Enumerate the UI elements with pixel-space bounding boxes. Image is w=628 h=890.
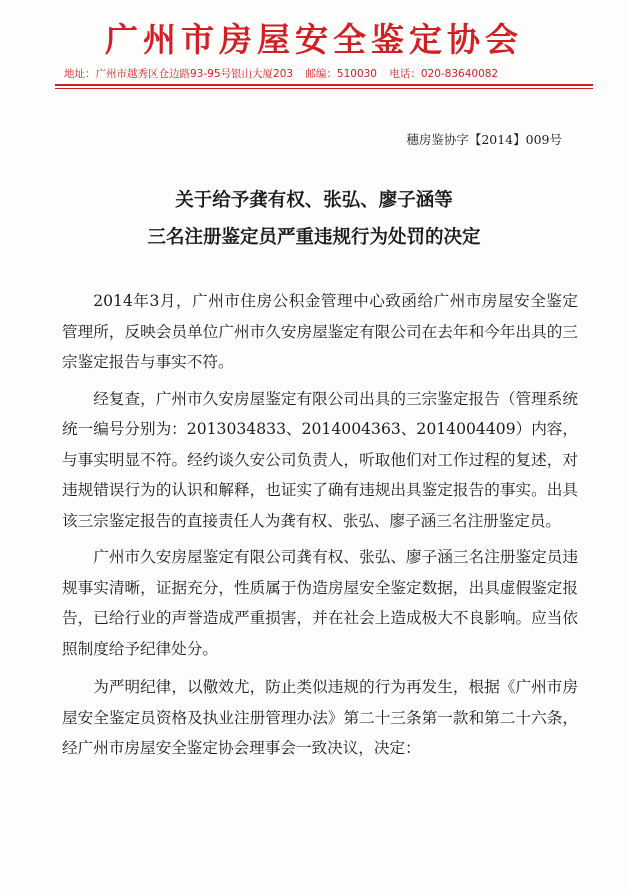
body-paragraph-4: 为严明纪律，以儆效尤，防止类似违规的行为再发生，根据《广州市房屋安全鉴定员资格及执业注册管理办法》第二十三条第一款和第二十六条，经广州市房屋安全鉴定协会理事会一致决议，决定： [62,678,578,757]
document-body [62,286,578,770]
letterhead-postcode: 邮编：510030 [305,68,377,80]
letterhead-org-name: 广州市房屋安全鉴定协会 [105,20,523,59]
document-number: 穗房鉴协字【2014】009号 [406,132,562,147]
document-title-line-1: 关于给予龚有权、张弘、廖子涵等 [175,190,453,211]
letterhead-phone: 电话：020-83640082 [389,68,499,80]
document-title-line-2: 三名注册鉴定员严重违规行为处罚的决定 [147,227,481,248]
letterhead-contact-line [64,66,584,81]
body-paragraph-2: 经复查，广州市久安房屋鉴定有限公司出具的三宗鉴定报告（管理系统统一编号分别为：2013034833、2014004363、2014004409）内容，与事实明显不符。经约谈久安公司负责人，听取他们对工作过程的复述，对违规错误行为的认识和解释，也证实了确有违规出具鉴定报告的事实。出具该三宗鉴定报告的直接责任人为龚有权、张弘、廖子涵三名注册鉴定员。 [62,389,578,530]
letterhead-divider-thick [55,84,593,86]
letterhead-divider-thin [55,88,593,89]
body-paragraph-3: 广州市久安房屋鉴定有限公司龚有权、张弘、廖子涵三名注册鉴定员违规事实清晰，证据充分，性质属于伪造房屋安全鉴定数据，出具虚假鉴定报告，已给行业的声誉造成严重损害，并在社会上造成极大不良影响。应当依照制度给予纪律处分。 [62,548,578,658]
letterhead-address: 地址：广州市越秀区仓边路93-95号银山大厦203 [64,68,294,80]
body-paragraph-1: 2014年3月，广州市住房公积金管理中心致函给广州市房屋安全鉴定管理所，反映会员单位广州市久安房屋鉴定有限公司在去年和今年出具的三宗鉴定报告与事实不符。 [62,292,578,371]
